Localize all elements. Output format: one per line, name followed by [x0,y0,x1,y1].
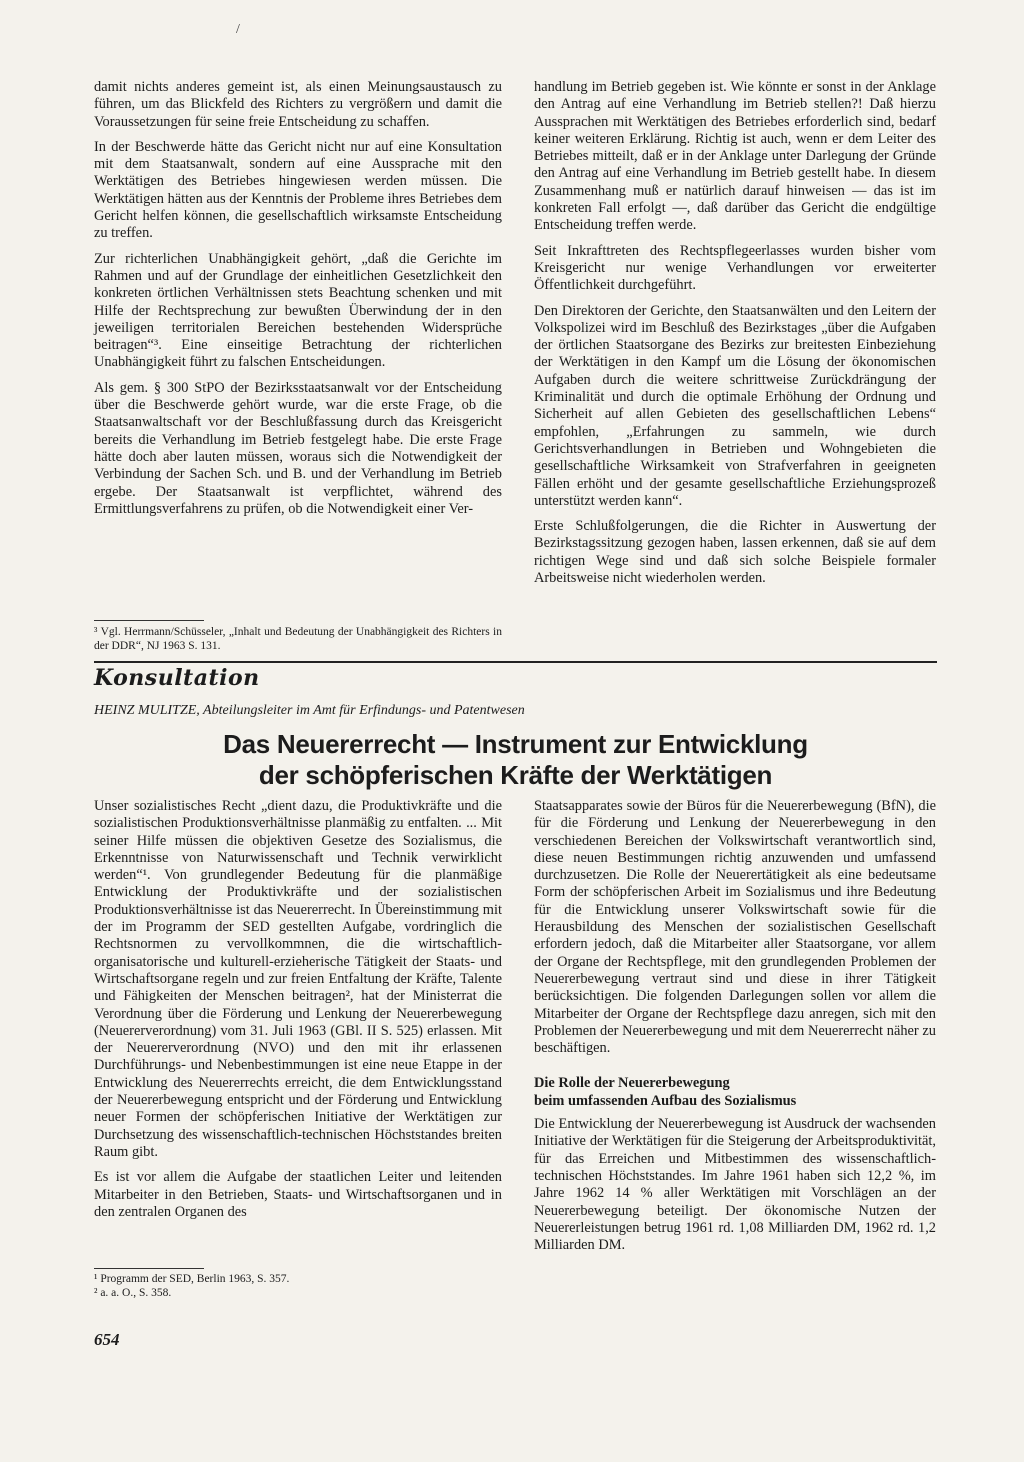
paragraph: In der Beschwerde hätte das Gericht nicht nur auf eine Konsultation mit dem Staatsanwalt, sondern auf eine Aussprache mit den Werktätigen des Betriebes hingewiesen werden müssen. Die Werktätigen hätten aus der Kenntnis der Probleme ihres Betriebes dem Gericht helfen können, die gesellschaftlich wirksamste Entscheidung zu treffen. [94,138,502,242]
bottom-left-column [94,798,502,1229]
subheading [534,1075,936,1110]
paragraph: Erste Schlußfolgerungen, die die Richter in Auswertung der Bezirkstagssitzung gezogen haben, lassen erkennen, daß sie auf dem richtigen Wege sind und daß sich solche Beispiele formaler Arbeitsweise nicht wiederholen werden. [534,518,936,587]
title-line-2: der schöpferischen Kräfte der Werktätigen [258,760,773,790]
title-line-1: Das Neuererrecht — Instrument zur Entwicklung [223,729,808,759]
bottom-right-column [534,798,936,1262]
section-divider [94,661,937,663]
section-heading: Konsultation [94,665,260,691]
subheading-line-1: Die Rolle der Neuererbewegung [534,1075,730,1092]
footnotes [94,1273,502,1300]
paragraph: damit nichts anderes gemeint ist, als einen Meinungsaustausch zu führen, um das Blickfeld des Richters zu vergrößern und damit die Voraussetzungen für seine freie Entscheidung zu schaffen. [94,79,502,130]
footnote-rule [94,620,204,621]
paragraph: handlung im Betrieb gegeben ist. Wie könnte er sonst in der Anklage den Antrag auf eine Verhandlung im Betrieb stellen?! Daß hierzu Aussprachen mit Werktätigen des Betriebes erforderlich sind, bedarf keiner weiteren Erklärung. Richtig ist auch, wenn er dem Leiter des Betriebes mitteilt, daß er in der Anklage unter Darlegung der Gründe den Antrag auf eine Verhandlung im Betrieb gestellt habe. In diesem Zusammenhang muß er natürlich darauf hinweisen — das ist im konkreten Fall erfolgt —, daß darüber das Gericht die endgültige Entscheidung treffen werde. [534,79,936,234]
article-title [94,729,937,791]
top-left-column [94,79,502,526]
paragraph: Seit Inkrafttreten des Rechtspflegeerlasses wurden bisher vom Kreisgericht nur wenige Verhandlungen vor erweiterter Öffentlichkeit durchgeführt. [534,242,936,294]
subheading-line-2: beim umfassenden Aufbau des Sozialismus [534,1092,797,1109]
author-line: HEINZ MULITZE, Abteilungsleiter im Amt für Erfindungs- und Patentwesen [94,703,525,718]
paragraph: Den Direktoren der Gerichte, den Staatsanwälten und den Leitern der Volkspolizei wird im Beschluß des Bezirkstages „über die Aufgaben der örtlichen Staatsorgane des Bezirks zur breitesten Einbeziehung der Werktätigen in den Kampf um die Lösung der ökonomischen Aufgaben durch die weitere schrittweise Zurückdrängung der Kriminalität und durch die optimale Erhöhung der Ordnung und Sicherheit auf allen Gebieten des gesellschaftlichen Lebens“ empfohlen, „Erfahrungen zu sammeln, wie durch Gerichtsverhandlungen in Betrieben und Wohngebieten die gesellschaftliche Wirksamkeit von Strafverfahren in geeigneten Fällen erhöht und der gesamte gesellschaftliche Erziehungsprozeß unterstützt werden kann“. [534,302,936,509]
footnote-3: ³ Vgl. Herrmann/Schüsseler, „Inhalt und Bedeutung der Unabhängigkeit des Richters in der DDR“, NJ 1963 S. 131. [94,626,502,652]
scan-mark: / [236,22,240,37]
footnote-2: ² a. a. O., S. 358. [94,1286,172,1299]
paragraph: Die Entwicklung der Neuererbewegung ist Ausdruck der wachsenden Initiative der Werktätigen für die Steigerung der Arbeitsproduktivität, für das Erreichen und Mitbestimmen des wissenschaftlich-technischen Höchststandes. Im Jahre 1961 haben sich 12,2 %, im Jahre 1962 14 % aller Werktätigen mit Vorschlägen an der Neuererbewegung beteiligt. Der ökonomische Nutzen der Neuererleistungen betrug 1961 rd. 1,08 Milliarden DM, 1962 rd. 1,2 Milliarden DM. [534,1116,936,1254]
top-right-column [534,79,936,595]
paragraph: Es ist vor allem die Aufgabe der staatlichen Leiter und leitenden Mitarbeiter in den Betrieben, Staats- und Wirtschaftsorganen und in den zentralen Organen des [94,1169,502,1220]
paragraph: Staatsapparates sowie der Büros für die Neuererbewegung (BfN), die für die Förderung und Lenkung der Neuererbewegung in den verschiedenen Bereichen der Volkswirtschaft verantwortlich sind, diese neuen Bestimmungen richtig anzuwenden und umfassend durchzusetzen. Die Rolle der Neuerertätigkeit als eine bedeutsame Form der schöpferischen Arbeit im Sozialismus und ihre Bedeutung für die Entwicklung unserer Volkswirtschaft sowie für die Herausbildung des Menschen der sozialistischen Gesellschaft erfordern jedoch, daß die Mitarbeiter aller Staatsorgane, vor allem der Organe der Rechtspflege, mit den grundlegenden Problemen der Neuererbewegung vertraut sind und diese in ihrer Tätigkeit berücksichtigen. Die folgenden Darlegungen sollen vor allem die Mitarbeiter der Organe der Rechtspflege dazu anregen, sich mit den Problemen der Neuererbewegung und mit dem Neuererrecht näher zu beschäftigen. [534,798,936,1057]
footnote-1: ¹ Programm der SED, Berlin 1963, S. 357. [94,1273,290,1285]
paragraph: Als gem. § 300 StPO der Bezirksstaatsanwalt vor der Entscheidung über die Beschwerde gehört wurde, war die erste Frage, ob die Staatsanwaltschaft vor der Beschlußfassung durch das Kreisgericht bereits die Verhandlung im Betrieb festgelegt habe. Die erste Frage hätte doch aber lauten müssen, woraus sich die Notwendigkeit der Verbindung der Sachen Sch. und B. und der Verhandlung im Betrieb ergebe. Der Staatsanwalt ist verpflichtet, während des Ermittlungsverfahrens zu prüfen, ob die Notwendigkeit einer Ver- [94,379,502,517]
paragraph: Zur richterlichen Unabhängigkeit gehört, „daß die Gerichte im Rahmen und auf der Grundlage der einheitlichen Gesetzlichkeit den konkreten örtlichen Verhältnissen stets Beachtung schenken und mit Hilfe der Rechtsprechung zur bewußten Überwindung der in den jeweiligen territorialen Bereichen bestehenden Widersprüche beitragen“³. Eine einseitige Betrachtung der richterlichen Unabhängigkeit führt zu falschen Entscheidungen. [94,250,502,371]
page-number: 654 [94,1330,120,1349]
paragraph: Unser sozialistisches Recht „dient dazu, die Produktivkräfte und die sozialistischen Produktionsverhältnisse planmäßig zu entfalten. ... Mit seiner Hilfe müssen die objektiven Gesetze des Sozialismus, die Erkenntnisse von Naturwissenschaft und Technik verwirklicht werden“¹. Von grundlegender Bedeutung für die planmäßige Entwicklung der Produktivkräfte und der sozialistischen Produktionsverhältnisse ist das Neuererrecht. In Übereinstimmung mit der im Programm der SED gestellten Aufgabe, vordringlich die Rechtsnormen zu vervollkommnen, die die wirtschaftlich-organisatorische und kulturell-erzieherische Tätigkeit der Staats- und Wirtschaftsorgane regeln und zur freien Entfaltung der Kräfte, Talente und Fähigkeiten der Menschen beitragen², hat der Ministerrat die Verordnung über die Förderung und Lenkung der Neuererbewegung (Neuererverordnung) vom 31. Juli 1963 (GBl. II S. 525) erlassen. Mit der Neuererverordnung (NVO) und den mit ihr erlassenen Durchführungs- und Nebenbestimmungen ist eine neue Etappe in der Entwicklung des Neuererrechts erreicht, die dem Entwicklungsstand der Neuererbewegung entspricht und der Förderung und Entwicklung neuer Formen der schöpferischen Initiative der Werktätigen zur Durchsetzung des wissenschaftlich-technischen Höchststandes breiten Raum gibt. [94,798,502,1160]
footnote-rule [94,1268,204,1269]
